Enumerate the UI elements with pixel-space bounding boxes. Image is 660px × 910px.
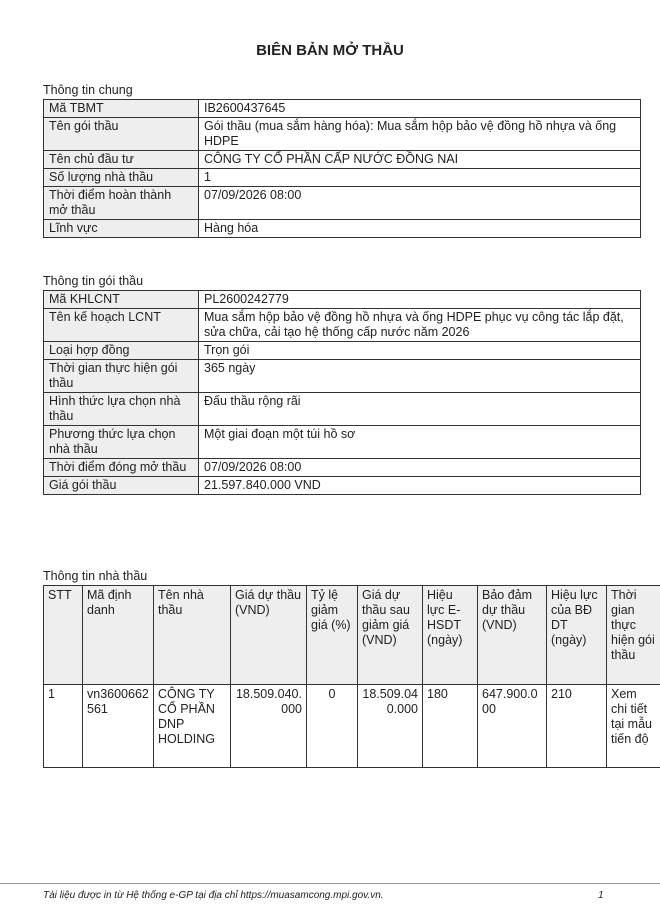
table-row: [44, 100, 641, 118]
table-cell: 210: [547, 685, 607, 768]
section-package-label: Thông tin gói thầu: [43, 274, 144, 288]
field-value: 07/09/2026 08:00: [199, 459, 641, 477]
table-row: [44, 685, 660, 768]
table-row: [44, 477, 641, 495]
column-header: Hiệu lực E-HSDT (ngày): [423, 586, 478, 685]
table-row: [44, 309, 641, 342]
field-label: Thời điểm hoàn thành mở thầu: [44, 187, 199, 220]
field-value: 1: [199, 169, 641, 187]
field-label: Tên kế hoạch LCNT: [44, 309, 199, 342]
field-label: Mã TBMT: [44, 100, 199, 118]
table-row: [44, 118, 641, 151]
table-row: [44, 151, 641, 169]
bidders-table: [43, 585, 660, 768]
table-cell: vn3600662561: [83, 685, 154, 768]
document-title: BIÊN BẢN MỞ THẦU: [256, 42, 404, 59]
field-value: PL2600242779: [199, 291, 641, 309]
field-label: Thời điểm đóng mở thầu: [44, 459, 199, 477]
field-value: Hàng hóa: [199, 220, 641, 238]
table-row: [44, 459, 641, 477]
field-label: Loại hợp đồng: [44, 342, 199, 360]
column-header: Giá dự thầu sau giảm giá (VND): [358, 586, 423, 685]
field-label: Hình thức lựa chọn nhà thầu: [44, 393, 199, 426]
field-label: Giá gói thầu: [44, 477, 199, 495]
table-row: [44, 220, 641, 238]
table-row: [44, 187, 641, 220]
column-header: STT: [44, 586, 83, 685]
column-header: Tên nhà thầu: [154, 586, 231, 685]
section-bidders-label: Thông tin nhà thầu: [43, 569, 148, 583]
table-row: [44, 393, 641, 426]
field-value: Mua sắm hộp bảo vệ đồng hồ nhựa và ống HDPE phục vụ công tác lắp đặt, sửa chữa, cải tạo hệ thống cấp nước năm 2026: [199, 309, 641, 342]
field-label: Thời gian thực hiện gói thầu: [44, 360, 199, 393]
table-cell: 647.900.000: [478, 685, 547, 768]
field-value: 365 ngày: [199, 360, 641, 393]
field-value: Một giai đoạn một túi hồ sơ: [199, 426, 641, 459]
field-label: Phương thức lựa chọn nhà thầu: [44, 426, 199, 459]
table-row: [44, 291, 641, 309]
table-row: [44, 169, 641, 187]
page-number: 1: [598, 890, 604, 901]
table-cell: 1: [44, 685, 83, 768]
general-info-table: [43, 99, 641, 238]
table-row: [44, 426, 641, 459]
column-header: Tỷ lệ giảm giá (%): [307, 586, 358, 685]
column-header: Thời gian thực hiện gói thầu: [607, 586, 660, 685]
field-value: Gói thầu (mua sắm hàng hóa): Mua sắm hộp bảo vệ đồng hồ nhựa và ống HDPE: [199, 118, 641, 151]
table-cell: 180: [423, 685, 478, 768]
table-cell: 0: [307, 685, 358, 768]
field-value: Đấu thầu rộng rãi: [199, 393, 641, 426]
field-label: Số lượng nhà thầu: [44, 169, 199, 187]
table-row: [44, 342, 641, 360]
field-value: 21.597.840.000 VND: [199, 477, 641, 495]
field-label: Lĩnh vực: [44, 220, 199, 238]
field-label: Tên chủ đầu tư: [44, 151, 199, 169]
table-cell: CÔNG TY CỔ PHẦN DNP HOLDING: [154, 685, 231, 768]
footer-divider: [0, 883, 660, 884]
field-value: Trọn gói: [199, 342, 641, 360]
column-header: Giá dự thầu (VND): [231, 586, 307, 685]
field-value: 07/09/2026 08:00: [199, 187, 641, 220]
field-label: Tên gói thầu: [44, 118, 199, 151]
field-value: CÔNG TY CỔ PHẦN CẤP NƯỚC ĐỒNG NAI: [199, 151, 641, 169]
field-value: IB2600437645: [199, 100, 641, 118]
field-label: Mã KHLCNT: [44, 291, 199, 309]
table-row: [44, 360, 641, 393]
table-cell: 18.509.040.000: [231, 685, 307, 768]
table-header-row: [44, 586, 660, 685]
table-cell: 18.509.040.000: [358, 685, 423, 768]
column-header: Mã định danh: [83, 586, 154, 685]
section-general-label: Thông tin chung: [43, 83, 133, 97]
column-header: Bảo đảm dự thầu (VND): [478, 586, 547, 685]
footer-text: Tài liệu được in từ Hệ thống e-GP tại địa chỉ https://muasamcong.mpi.gov.vn.: [43, 890, 384, 901]
column-header: Hiệu lực của BĐ DT (ngày): [547, 586, 607, 685]
table-cell: Xem chi tiết tại mẫu tiến độ: [607, 685, 660, 768]
package-info-table: [43, 290, 641, 495]
